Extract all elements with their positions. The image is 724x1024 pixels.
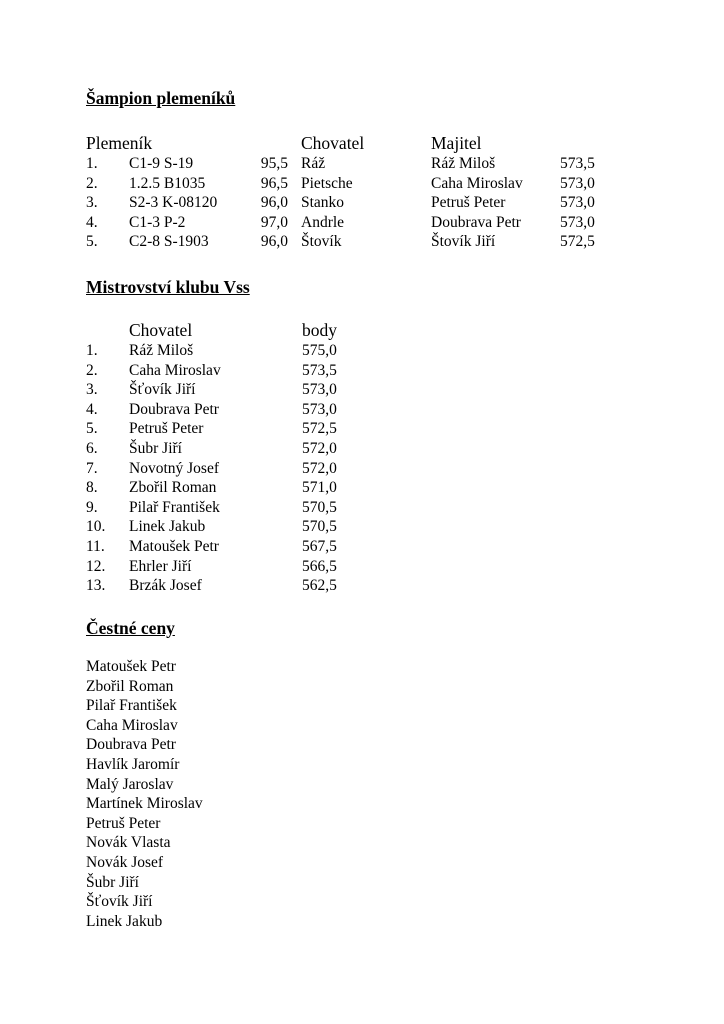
majitel-name: Petruš Peter	[431, 194, 506, 212]
sampion-heading: Šampion plemeníků	[86, 88, 236, 108]
points: 572,0	[302, 459, 337, 477]
list-item: Petruš Peter	[86, 814, 161, 832]
list-item: Novák Josef	[86, 854, 164, 871]
rank: 5.	[86, 233, 98, 251]
rank: 3.	[86, 381, 98, 399]
chovatel-name: Šťovík Jiří	[129, 381, 196, 399]
table-row	[0, 174, 724, 194]
list-item: Linek Jakub	[86, 912, 163, 930]
rank: 7.	[86, 459, 98, 477]
majitel-name: Doubrava Petr	[431, 213, 521, 231]
rank: 13.	[86, 577, 106, 595]
list-item: Doubrava Petr	[86, 736, 176, 754]
list-item: Novák Vlasta	[86, 834, 171, 852]
mistrovstvi-heading: Mistrovství klubu Vss	[86, 277, 250, 297]
chovatel-name: Zbořil Roman	[129, 479, 217, 497]
rank: 3.	[86, 194, 98, 212]
chovatel-name: Pietsche	[301, 174, 353, 192]
rank: 10.	[86, 518, 106, 536]
chovatel-name: Brzák Josef	[129, 577, 202, 595]
rank: 4.	[86, 213, 98, 231]
table-row	[0, 419, 724, 439]
points: 573,0	[302, 381, 337, 399]
header-chovatel: Chovatel	[301, 133, 365, 153]
rank: 1.	[86, 342, 98, 359]
header-plemenik: Plemeník	[86, 133, 153, 153]
table-row	[0, 576, 724, 596]
table-row	[0, 193, 724, 213]
majitel-name: Ráž Miloš	[431, 155, 496, 172]
chovatel-name: Caha Miroslav	[129, 361, 221, 379]
total-score: 573,5	[560, 155, 595, 172]
points: 573,0	[302, 400, 337, 418]
chovatel-name: Ehrler Jiří	[129, 557, 192, 575]
header-chovatel-2: Chovatel	[129, 320, 193, 340]
table-row	[0, 557, 724, 577]
rank: 1.	[86, 155, 98, 172]
chovatel-name: Doubrava Petr	[129, 400, 219, 418]
points: 572,0	[302, 440, 337, 457]
plemenik-score: 96,5	[260, 174, 288, 192]
table-row	[0, 380, 724, 400]
plemenik-code: S2-3 K-08120	[129, 194, 218, 212]
table-row	[0, 478, 724, 498]
list-item: Matoušek Petr	[86, 658, 176, 675]
points: 573,5	[302, 361, 337, 379]
points: 566,5	[302, 557, 337, 575]
list-item: Šubr Jiří	[86, 873, 139, 891]
table-row	[0, 459, 724, 479]
list-item: Šťovík Jiří	[86, 893, 153, 911]
table-row	[0, 537, 724, 557]
plemenik-code: C1-9 S-19	[129, 155, 194, 172]
chovatel-name: Petruš Peter	[129, 420, 204, 438]
list-item: Malý Jaroslav	[86, 775, 174, 793]
chovatel-name: Matoušek Petr	[129, 538, 219, 555]
table-row	[0, 341, 724, 361]
header-body: body	[302, 320, 337, 340]
points: 567,5	[302, 538, 337, 555]
plemenik-score: 97,0	[260, 213, 288, 231]
list-item: Pilař František	[86, 697, 177, 715]
table-row	[0, 498, 724, 518]
table-row	[0, 439, 724, 459]
chovatel-name: Ráž Miloš	[129, 342, 194, 359]
chovatel-name: Ráž	[301, 155, 326, 172]
plemenik-score: 96,0	[260, 233, 288, 251]
table-row	[0, 361, 724, 381]
plemenik-score: 95,5	[260, 155, 288, 172]
list-item: Havlík Jaromír	[86, 756, 180, 773]
rank: 5.	[86, 420, 98, 438]
plemenik-score: 96,0	[260, 194, 288, 212]
chovatel-name: Pilař František	[129, 498, 220, 516]
table-row	[0, 213, 724, 233]
total-score: 573,0	[560, 194, 595, 212]
points: 570,5	[302, 498, 337, 516]
plemenik-code: C1-3 P-2	[129, 213, 186, 231]
rank: 2.	[86, 361, 98, 379]
list-item: Caha Miroslav	[86, 716, 178, 734]
rank: 11.	[86, 538, 105, 555]
table-row	[0, 232, 724, 252]
rank: 4.	[86, 400, 98, 418]
chovatel-name: Linek Jakub	[129, 518, 206, 536]
plemenik-code: 1.2.5 B1035	[129, 174, 206, 192]
chovatel-name: Šubr Jiří	[129, 440, 182, 457]
total-score: 573,0	[560, 174, 595, 192]
total-score: 572,5	[560, 233, 595, 251]
majitel-name: Caha Miroslav	[431, 174, 523, 192]
rank: 12.	[86, 557, 106, 575]
points: 562,5	[302, 577, 337, 595]
header-majitel: Majitel	[431, 133, 482, 153]
rank: 2.	[86, 174, 98, 192]
points: 572,5	[302, 420, 337, 438]
table-row	[0, 154, 724, 174]
list-item: Martínek Miroslav	[86, 795, 203, 813]
chovatel-name: Novotný Josef	[129, 459, 219, 477]
chovatel-name: Štovík	[301, 233, 342, 251]
cestne-heading: Čestné ceny	[86, 618, 175, 638]
points: 571,0	[302, 479, 337, 497]
rank: 9.	[86, 498, 98, 516]
chovatel-name: Andrle	[301, 213, 345, 231]
total-score: 573,0	[560, 213, 595, 231]
points: 575,0	[302, 342, 337, 359]
list-item: Zbořil Roman	[86, 677, 174, 695]
points: 570,5	[302, 518, 337, 536]
plemenik-code: C2-8 S-1903	[129, 233, 209, 251]
majitel-name: Štovík Jiří	[431, 233, 496, 251]
chovatel-name: Stanko	[301, 194, 345, 212]
rank: 8.	[86, 479, 98, 497]
rank: 6.	[86, 440, 98, 457]
table-row	[0, 400, 724, 420]
table-row	[0, 517, 724, 537]
